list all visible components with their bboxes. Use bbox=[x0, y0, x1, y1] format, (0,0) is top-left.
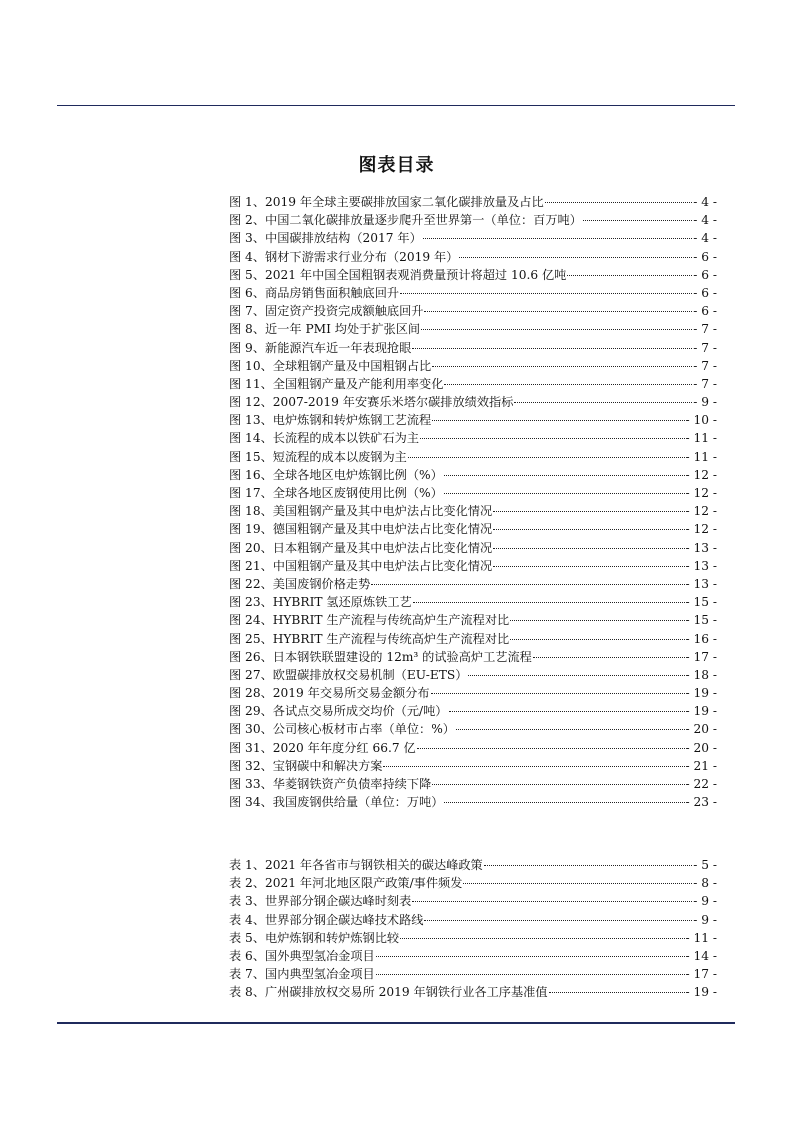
entry-label: 图 25、HYBRIT 生产流程与传统高炉生产流程对比 bbox=[229, 631, 510, 646]
dot-leader bbox=[432, 420, 684, 421]
dot-leader bbox=[421, 329, 692, 330]
entry-label: 图 27、欧盟碳排放权交易机制（EU-ETS） bbox=[229, 667, 468, 682]
page-number: - 12 - bbox=[685, 504, 717, 519]
entry-label: 表 1、2021 年各省市与钢铁相关的碳达峰政策 bbox=[229, 858, 483, 872]
page-number: - 9 - bbox=[693, 395, 717, 410]
dot-leader bbox=[424, 920, 692, 921]
page-number: - 21 - bbox=[685, 758, 717, 773]
entry-label: 图 28、2019 年交易所交易金额分布 bbox=[229, 686, 430, 701]
entry-label: 图 34、我国废钢供给量（单位：万吨） bbox=[229, 795, 444, 810]
toc-entry[interactable] bbox=[229, 411, 717, 429]
entry-label: 图 15、短流程的成本以废钢为主 bbox=[229, 449, 407, 464]
dot-leader bbox=[459, 257, 692, 258]
toc-entry[interactable] bbox=[229, 320, 717, 338]
entry-label: 表 7、国内典型氢冶金项目 bbox=[229, 967, 375, 982]
page-number: - 15 - bbox=[685, 595, 717, 610]
entry-label: 图 11、全国粗钢产量及产能利用率变化 bbox=[229, 376, 444, 391]
toc-entry[interactable] bbox=[229, 193, 717, 211]
toc-entry[interactable] bbox=[229, 211, 717, 229]
entry-label: 图 33、华菱钢铁资产负债率持续下降 bbox=[229, 777, 432, 791]
toc-entry[interactable] bbox=[229, 911, 717, 929]
dot-leader bbox=[444, 475, 685, 476]
page-number: - 11 - bbox=[685, 449, 717, 464]
page-number: - 15 - bbox=[685, 613, 717, 628]
entry-label: 图 23、HYBRIT 氢还原炼铁工艺 bbox=[229, 595, 412, 610]
page-number: - 7 - bbox=[693, 358, 717, 373]
toc-entry[interactable] bbox=[229, 375, 717, 393]
entry-label: 图 16、全球各地区电炉炼钢比例（%） bbox=[229, 467, 443, 482]
dot-leader bbox=[510, 639, 684, 640]
page-number: - 12 - bbox=[685, 522, 717, 537]
toc-entry[interactable] bbox=[229, 575, 717, 593]
toc-entry[interactable] bbox=[229, 720, 717, 738]
entry-label: 图 18、美国粗钢产量及其中电炉法占比变化情况 bbox=[229, 504, 493, 519]
entry-label: 图 17、全球各地区废钢使用比例（%） bbox=[229, 486, 443, 500]
toc-entry[interactable] bbox=[229, 702, 717, 720]
toc-entry[interactable] bbox=[229, 856, 717, 874]
dot-leader bbox=[431, 693, 685, 694]
entry-label: 图 21、中国粗钢产量及其中电炉法占比变化情况 bbox=[229, 558, 493, 573]
toc-entry[interactable] bbox=[229, 284, 717, 302]
dot-leader bbox=[463, 883, 692, 884]
page-number: - 7 - bbox=[693, 340, 717, 355]
entry-label: 图 32、宝钢碳中和解决方案 bbox=[229, 758, 383, 773]
toc-entry[interactable] bbox=[229, 357, 717, 375]
dot-leader bbox=[583, 220, 692, 221]
entry-label: 图 29、各试点交易所成交均价（元/吨） bbox=[229, 704, 448, 719]
page-number: - 22 - bbox=[685, 777, 717, 791]
toc-entry[interactable] bbox=[229, 302, 717, 320]
header-divider bbox=[57, 105, 735, 106]
toc-entry[interactable] bbox=[229, 466, 717, 484]
page-number: - 13 - bbox=[685, 576, 717, 591]
entry-label: 图 30、公司核心板材市占率（单位：%） bbox=[229, 722, 455, 737]
page-number: - 6 - bbox=[693, 267, 717, 282]
entry-label: 图 2、中国二氧化碳排放量逐步爬升至世界第一（单位：百万吨） bbox=[229, 213, 582, 228]
page-number: - 12 - bbox=[685, 467, 717, 482]
dot-leader bbox=[444, 493, 685, 494]
entry-label: 图 31、2020 年年度分红 66.7 亿 bbox=[229, 740, 416, 755]
dot-leader bbox=[408, 457, 685, 458]
toc-entry[interactable] bbox=[229, 539, 717, 557]
toc-entry[interactable] bbox=[229, 793, 717, 811]
page-number: - 19 - bbox=[685, 704, 717, 719]
page-number: - 14 - bbox=[685, 948, 717, 963]
entry-label: 图 20、日本粗钢产量及其中电炉法占比变化情况 bbox=[229, 540, 493, 555]
dot-leader bbox=[493, 529, 684, 530]
page-number: - 7 - bbox=[693, 322, 717, 337]
toc-entry[interactable] bbox=[229, 947, 717, 965]
toc-entry[interactable] bbox=[229, 393, 717, 411]
entry-label: 图 3、中国碳排放结构（2017 年） bbox=[229, 231, 422, 246]
toc-entry[interactable] bbox=[229, 484, 717, 502]
toc-entry[interactable] bbox=[229, 874, 717, 892]
entry-label: 图 14、长流程的成本以铁矿石为主 bbox=[229, 431, 420, 446]
footer-divider bbox=[57, 1022, 735, 1024]
page-number: - 19 - bbox=[685, 985, 717, 1000]
entry-label: 表 6、国外典型氢冶金项目 bbox=[229, 948, 375, 963]
entry-label: 图 1、2019 年全球主要碳排放国家二氧化碳排放量及占比 bbox=[229, 195, 544, 209]
entry-label: 图 24、HYBRIT 生产流程与传统高炉生产流程对比 bbox=[229, 613, 510, 628]
page-number: - 19 - bbox=[685, 686, 717, 701]
page-number: - 4 - bbox=[693, 195, 717, 209]
toc-entry[interactable] bbox=[229, 684, 717, 702]
entry-label: 表 4、世界部分钢企碳达峰技术路线 bbox=[229, 912, 424, 927]
toc-entry[interactable] bbox=[229, 739, 717, 757]
page-number: - 6 - bbox=[693, 304, 717, 319]
dot-leader bbox=[412, 901, 692, 902]
dot-leader bbox=[424, 311, 692, 312]
dot-leader bbox=[444, 802, 684, 803]
toc-entry[interactable] bbox=[229, 611, 717, 629]
toc-entry[interactable] bbox=[229, 892, 717, 910]
toc-entry[interactable] bbox=[229, 775, 717, 793]
dot-leader bbox=[493, 511, 684, 512]
dot-leader bbox=[444, 384, 692, 385]
page-number: - 13 - bbox=[685, 540, 717, 555]
page-number: - 6 - bbox=[693, 249, 717, 264]
page-number: - 10 - bbox=[685, 413, 717, 428]
dot-leader bbox=[468, 675, 684, 676]
entry-label: 表 2、2021 年河北地区限产政策/事件频发 bbox=[229, 876, 463, 891]
page-number: - 8 - bbox=[693, 876, 717, 891]
toc-entry[interactable] bbox=[229, 593, 717, 611]
entry-label: 表 8、广州碳排放权交易所 2019 年钢铁行业各工序基准值 bbox=[229, 985, 548, 1000]
dot-leader bbox=[449, 711, 685, 712]
dot-leader bbox=[432, 366, 692, 367]
entry-label: 图 9、新能源汽车近一年表现抢眼 bbox=[229, 340, 412, 355]
toc-entry[interactable] bbox=[229, 965, 717, 983]
toc-entry[interactable] bbox=[229, 630, 717, 648]
dot-leader bbox=[413, 602, 685, 603]
dot-leader bbox=[545, 202, 693, 203]
toc-entry[interactable] bbox=[229, 757, 717, 775]
page-number: - 13 - bbox=[685, 558, 717, 573]
dot-leader bbox=[400, 938, 684, 939]
toc-entry[interactable] bbox=[229, 229, 717, 247]
page-number: - 11 - bbox=[685, 930, 717, 945]
toc-entry[interactable] bbox=[229, 266, 717, 284]
entry-label: 图 4、钢材下游需求行业分布（2019 年） bbox=[229, 249, 459, 264]
dot-leader bbox=[371, 584, 684, 585]
toc-entry[interactable] bbox=[229, 520, 717, 538]
table-list bbox=[229, 856, 717, 1002]
entry-label: 图 26、日本钢铁联盟建设的 12m³ 的试验高炉工艺流程 bbox=[229, 649, 532, 664]
page-number: - 6 - bbox=[693, 285, 717, 300]
page-number: - 18 - bbox=[685, 667, 717, 682]
dot-leader bbox=[567, 275, 692, 276]
entry-label: 图 7、固定资产投资完成额触底回升 bbox=[229, 304, 424, 319]
page-number: - 20 - bbox=[685, 722, 717, 737]
dot-leader bbox=[417, 748, 685, 749]
page-number: - 23 - bbox=[685, 795, 717, 810]
entry-label: 图 8、近一年 PMI 均处于扩张区间 bbox=[229, 322, 421, 337]
dot-leader bbox=[493, 566, 684, 567]
page-number: - 9 - bbox=[693, 912, 717, 927]
dot-leader bbox=[420, 438, 684, 439]
entry-label: 图 13、电炉炼钢和转炉炼钢工艺流程 bbox=[229, 413, 432, 428]
entry-label: 图 6、商品房销售面积触底回升 bbox=[229, 285, 400, 300]
page-number: - 5 - bbox=[693, 858, 717, 872]
dot-leader bbox=[493, 548, 684, 549]
dot-leader bbox=[549, 992, 685, 993]
entry-label: 图 22、美国废钢价格走势 bbox=[229, 576, 371, 591]
dot-leader bbox=[400, 293, 692, 294]
dot-leader bbox=[376, 974, 685, 975]
toc-entry[interactable] bbox=[229, 502, 717, 520]
toc-entry[interactable] bbox=[229, 248, 717, 266]
page-number: - 9 - bbox=[693, 894, 717, 909]
entry-label: 图 10、全球粗钢产量及中国粗钢占比 bbox=[229, 358, 432, 373]
entry-label: 图 19、德国粗钢产量及其中电炉法占比变化情况 bbox=[229, 522, 493, 537]
entry-label: 表 3、世界部分钢企碳达峰时刻表 bbox=[229, 894, 412, 909]
page-number: - 17 - bbox=[685, 967, 717, 982]
dot-leader bbox=[383, 766, 684, 767]
page-number: - 17 - bbox=[685, 649, 717, 664]
dot-leader bbox=[514, 402, 692, 403]
dot-leader bbox=[484, 865, 693, 866]
page-number: - 16 - bbox=[685, 631, 717, 646]
page-number: - 7 - bbox=[693, 376, 717, 391]
toc-entry[interactable] bbox=[229, 557, 717, 575]
page-number: - 20 - bbox=[685, 740, 717, 755]
toc-entry[interactable] bbox=[229, 929, 717, 947]
page-number: - 4 - bbox=[693, 213, 717, 228]
toc-entry[interactable] bbox=[229, 448, 717, 466]
dot-leader bbox=[456, 729, 685, 730]
dot-leader bbox=[510, 620, 684, 621]
entry-label: 表 5、电炉炼钢和转炉炼钢比较 bbox=[229, 930, 400, 945]
dot-leader bbox=[412, 348, 692, 349]
entry-label: 图 5、2021 年中国全国粗钢表观消费量预计将超过 10.6 亿吨 bbox=[229, 267, 567, 282]
dot-leader bbox=[533, 657, 685, 658]
page-number: - 11 - bbox=[685, 431, 717, 446]
toc-title: 图表目录 bbox=[358, 155, 435, 177]
toc-entry[interactable] bbox=[229, 648, 717, 666]
page-number: - 4 - bbox=[693, 231, 717, 246]
dot-leader bbox=[376, 956, 685, 957]
entry-label: 图 12、2007-2019 年安赛乐米塔尔碳排放绩效指标 bbox=[229, 395, 514, 410]
toc-entry[interactable] bbox=[229, 983, 717, 1001]
dot-leader bbox=[423, 238, 692, 239]
dot-leader bbox=[432, 784, 684, 785]
page-number: - 12 - bbox=[685, 486, 717, 500]
toc-entry[interactable] bbox=[229, 339, 717, 357]
toc-entry[interactable] bbox=[229, 429, 717, 447]
toc-entry[interactable] bbox=[229, 666, 717, 684]
figure-list bbox=[229, 193, 717, 811]
